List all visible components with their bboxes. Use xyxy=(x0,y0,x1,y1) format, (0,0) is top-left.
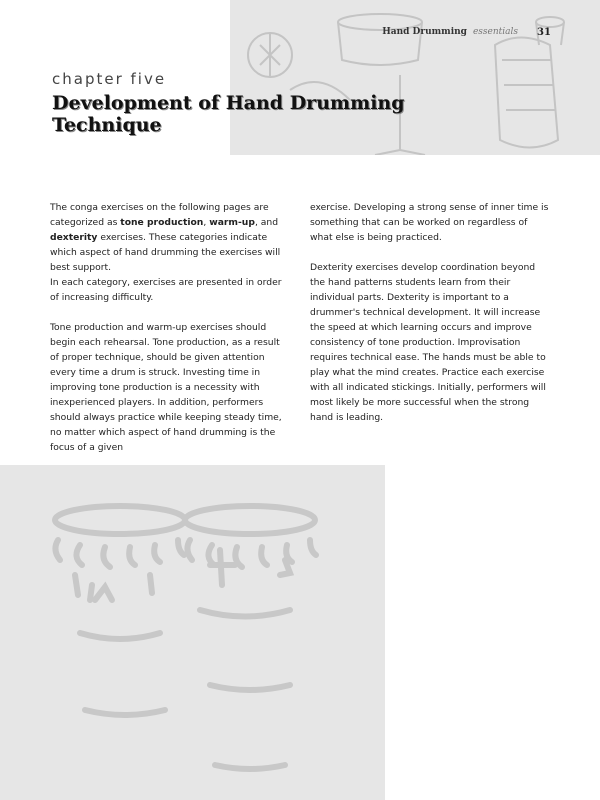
paragraph: exercise. Developing a strong sense of inner time is something that can be worked on regardless of what else is being practiced. xyxy=(310,202,549,243)
running-header xyxy=(382,24,518,40)
chapter-label: chapter five xyxy=(52,70,167,88)
paragraph: Dexterity exercises develop coordination beyond the hand patterns students learn from their individual parts. Dexterity is important to a drummer's technical development. It will increase the speed at which learning occurs and improve consistency of tone production. Improvisation requires technical ease. The hands must be able to play what the mind creates. Practice each exercise with all indicated stickings. Initially, performers will most likely be more successful when the strong hand is leading. xyxy=(310,262,546,423)
header-book-title: Hand Drumming xyxy=(382,27,467,37)
body-text xyxy=(50,200,550,470)
paragraph: The conga exercises on the following pages are categorized as tone production, warm-up, and dexterity exercises. These categories indicate which aspect of hand drumming the exercises will best support. xyxy=(50,202,281,273)
paragraph: In each category, exercises are presented in order of increasing difficulty. xyxy=(50,277,282,303)
chapter-title: Development of Hand Drumming Technique xyxy=(52,92,405,136)
left-column xyxy=(50,200,290,470)
right-column xyxy=(310,200,550,470)
header-subtitle: essentials xyxy=(472,27,518,37)
paragraph: Tone production and warm-up exercises should begin each rehearsal. Tone production, as a result of proper technique, should be given attention every time a drum is struck. Investing time in improving tone production is a necessity with inexperienced players. In addition, performers should always practice while keeping steady time, no matter which aspect of hand drumming is the focus of a given xyxy=(50,322,282,453)
conga-drums-sketch-icon xyxy=(0,465,385,800)
page-number: 31 xyxy=(537,26,551,38)
